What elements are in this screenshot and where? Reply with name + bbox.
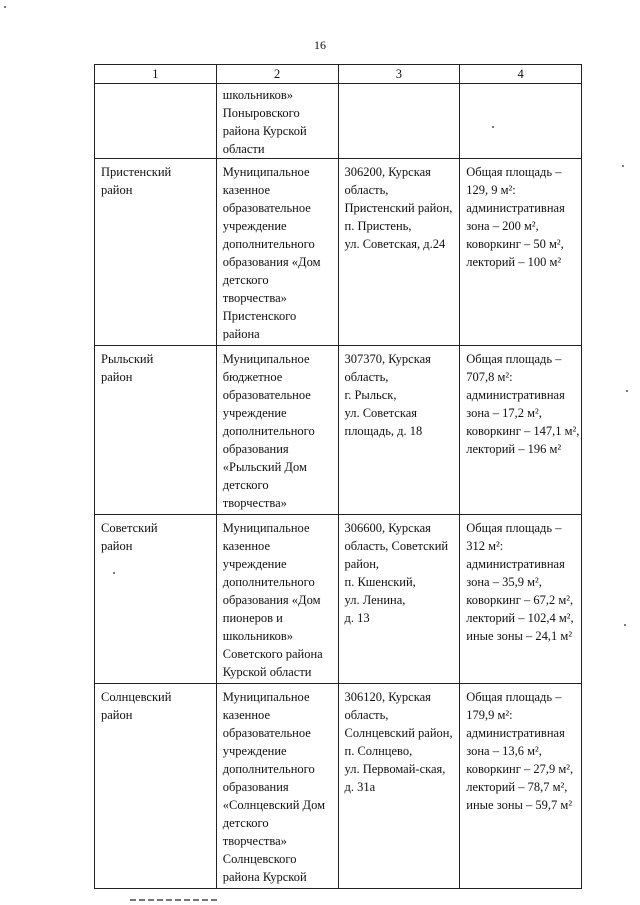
- cell-line: 179,9 м²:: [466, 708, 513, 722]
- cell-address: [338, 684, 460, 889]
- cell-line: детского: [222, 816, 269, 830]
- header-cell: 3: [338, 65, 460, 84]
- cell-line: Солнцевский: [101, 690, 172, 704]
- cell-line: образования «Дом: [222, 593, 321, 607]
- table-row: [95, 346, 582, 515]
- cell-line: ул. Советская, д.24: [344, 237, 446, 251]
- scan-speck: [626, 390, 628, 392]
- cell-address: [338, 515, 460, 684]
- cell-line: д. 31а: [344, 780, 376, 794]
- cell-line: 312 м²:: [466, 539, 504, 553]
- cell-line: «Рыльский Дом: [222, 460, 307, 474]
- cell-line: Общая площадь –: [466, 690, 562, 704]
- cell-area: [460, 684, 582, 889]
- cell-line: административная: [466, 557, 565, 571]
- cell-line: коворкинг – 50 м²,: [466, 237, 564, 251]
- cell-line: 707,8 м²:: [466, 370, 513, 384]
- cell-line: коворкинг – 27,9 м²,: [466, 762, 574, 776]
- cell-line: зона – 200 м²,: [466, 219, 539, 233]
- cell-line: творчества»: [222, 496, 287, 510]
- cell-line: Пристенский: [101, 165, 172, 179]
- cell-district: [95, 515, 217, 684]
- cell-line: дополнительного: [222, 237, 315, 251]
- cell-line: 306120, Курская: [344, 690, 431, 704]
- cell-line: 306600, Курская: [344, 521, 431, 535]
- cell-area: [460, 159, 582, 346]
- cell-line: Общая площадь –: [466, 352, 562, 366]
- cell-line: 307370, Курская: [344, 352, 431, 366]
- page-number: 16: [314, 38, 326, 52]
- cell-line: Советский: [101, 521, 158, 535]
- cell-line: детского: [222, 478, 269, 492]
- cell-line: коворкинг – 67,2 м²,: [466, 593, 574, 607]
- cell-line: г. Рыльск,: [344, 388, 397, 402]
- cell-area: [460, 346, 582, 515]
- cell-line: детского: [222, 273, 269, 287]
- scan-mark: [130, 899, 220, 901]
- cell-line: иные зоны – 59,7 м²: [466, 798, 573, 812]
- cell-line: п. Кшенский,: [344, 575, 416, 589]
- cell-line: учреждение: [222, 557, 287, 571]
- cell-line: учреждение: [222, 219, 287, 233]
- header-cell: 4: [460, 65, 582, 84]
- cell-line: д. 13: [344, 611, 370, 625]
- table-row-continuation: [95, 84, 582, 159]
- cell-line: лекторий – 100 м²: [466, 255, 562, 269]
- cell-line: Муниципальное: [222, 690, 310, 704]
- cell-line: казенное: [222, 539, 270, 553]
- cell-line: зона – 35,9 м²,: [466, 575, 542, 589]
- cell-line: район: [101, 708, 133, 722]
- table-row: [95, 515, 582, 684]
- cell-line: зона – 13,6 м²,: [466, 744, 542, 758]
- cell-line: Пристенский район,: [344, 201, 453, 215]
- cell-line: п. Пристень,: [344, 219, 412, 233]
- cell-line: район: [101, 183, 133, 197]
- cell-line: лекторий – 78,7 м²,: [466, 780, 568, 794]
- cell-area: [460, 515, 582, 684]
- cell-line: область,: [344, 370, 389, 384]
- header-cell: 2: [216, 65, 338, 84]
- cell-line: 306200, Курская: [344, 165, 431, 179]
- cell-institution: [216, 346, 338, 515]
- cell-district: [95, 684, 217, 889]
- cell-line: учреждение: [222, 406, 287, 420]
- cell-line: района Курской: [222, 870, 307, 884]
- cell-line: район,: [344, 557, 380, 571]
- header-cell: 1: [95, 65, 217, 84]
- cell-line: творчества»: [222, 291, 287, 305]
- cell-line: площадь, д. 18: [344, 424, 423, 438]
- cell-line: административная: [466, 201, 565, 215]
- cell-line: область,: [344, 183, 389, 197]
- cell-line: Советского района: [222, 647, 323, 661]
- cell-line: образовательное: [222, 388, 311, 402]
- cell-district: [95, 346, 217, 515]
- cell-line: творчества»: [222, 834, 287, 848]
- cell-line: Муниципальное: [222, 165, 310, 179]
- cell-institution: [216, 515, 338, 684]
- cell-line: район: [101, 539, 133, 553]
- cell-line: Солнцевского: [222, 852, 297, 866]
- header-row: [95, 65, 582, 84]
- cell-line: образовательное: [222, 726, 311, 740]
- cell-district: [95, 84, 217, 159]
- cell-line: административная: [466, 388, 565, 402]
- cell-area: [460, 84, 582, 159]
- cell-line: Общая площадь –: [466, 521, 562, 535]
- cell-line: область,: [344, 708, 389, 722]
- cell-line: 129, 9 м²:: [466, 183, 516, 197]
- cell-line: дополнительного: [222, 575, 315, 589]
- cell-line: лекторий – 196 м²: [466, 442, 562, 456]
- cell-address: [338, 346, 460, 515]
- cell-line: области: [222, 142, 265, 156]
- cell-institution: [216, 684, 338, 889]
- cell-line: Курской области: [222, 665, 312, 679]
- cell-line: учреждение: [222, 744, 287, 758]
- cell-line: зона – 17,2 м²,: [466, 406, 542, 420]
- cell-district: [95, 159, 217, 346]
- cell-line: коворкинг – 147,1 м²,: [466, 424, 580, 438]
- cell-line: образования: [222, 780, 289, 794]
- scan-speck: [624, 624, 626, 626]
- cell-line: Пристенского: [222, 309, 297, 323]
- cell-line: Рыльский: [101, 352, 154, 366]
- scan-speck: [492, 126, 494, 128]
- cell-line: Муниципальное: [222, 521, 310, 535]
- cell-line: Солнцевский район,: [344, 726, 453, 740]
- table-row: [95, 684, 582, 889]
- scan-speck: [4, 6, 6, 8]
- cell-institution: [216, 84, 338, 159]
- cell-line: иные зоны – 24,1 м²: [466, 629, 573, 643]
- cell-line: район: [101, 370, 133, 384]
- cell-line: образовательное: [222, 201, 311, 215]
- cell-line: ул. Советская: [344, 406, 417, 420]
- cell-line: Муниципальное: [222, 352, 310, 366]
- cell-line: п. Солнцево,: [344, 744, 413, 758]
- cell-line: бюджетное: [222, 370, 283, 384]
- cell-line: Общая площадь –: [466, 165, 562, 179]
- cell-line: пионеров и: [222, 611, 283, 625]
- cell-line: дополнительного: [222, 762, 315, 776]
- cell-line: ул. Первомай-ская,: [344, 762, 446, 776]
- cell-line: «Солнцевский Дом: [222, 798, 325, 812]
- scan-speck: [622, 165, 624, 167]
- cell-line: Поныровского: [222, 106, 300, 120]
- cell-line: казенное: [222, 183, 270, 197]
- cell-line: школьников»: [222, 88, 294, 102]
- cell-line: лекторий – 102,4 м²,: [466, 611, 574, 625]
- facilities-table: [94, 64, 582, 889]
- scan-speck: [113, 572, 115, 574]
- cell-address: [338, 159, 460, 346]
- cell-line: область, Советский: [344, 539, 449, 553]
- cell-line: образования «Дом: [222, 255, 321, 269]
- cell-line: административная: [466, 726, 565, 740]
- cell-institution: [216, 159, 338, 346]
- cell-line: казенное: [222, 708, 270, 722]
- cell-line: образования: [222, 442, 289, 456]
- cell-line: района Курской: [222, 124, 307, 138]
- cell-line: ул. Ленина,: [344, 593, 406, 607]
- table-row: [95, 159, 582, 346]
- cell-line: школьников»: [222, 629, 294, 643]
- cell-address: [338, 84, 460, 159]
- cell-line: дополнительного: [222, 424, 315, 438]
- cell-line: района: [222, 327, 260, 341]
